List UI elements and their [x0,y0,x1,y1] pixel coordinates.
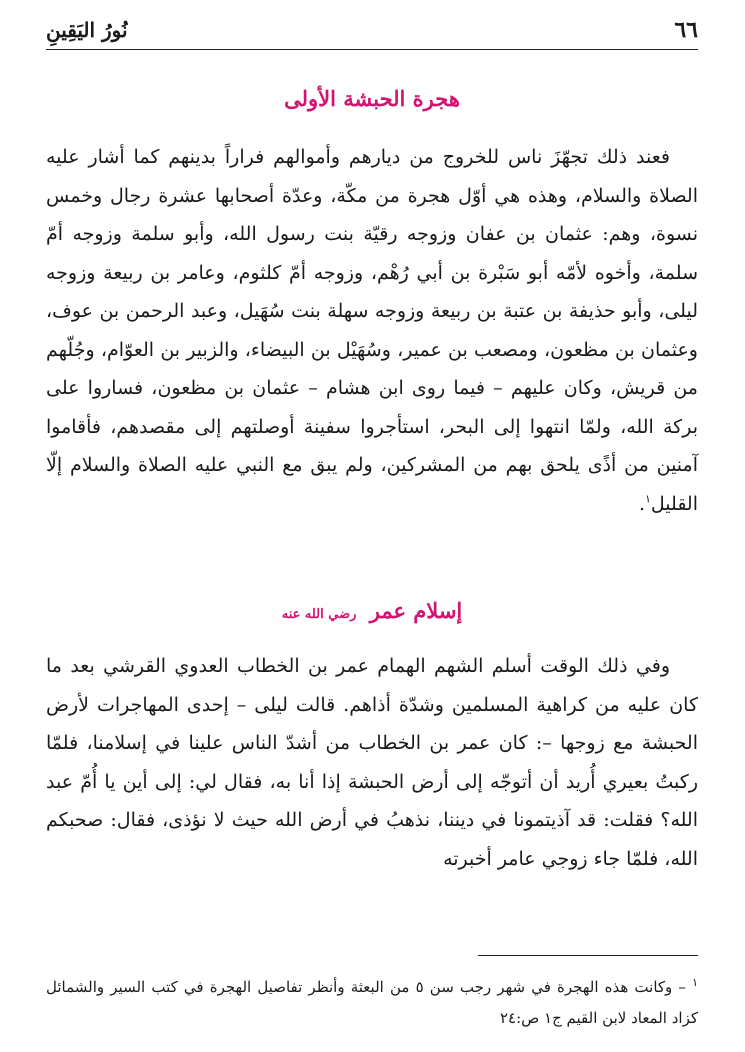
section-heading-umar-islam [46,598,698,623]
paragraph-end: . [638,492,645,515]
paragraph-first-migration [46,138,698,523]
document-page [46,0,698,1052]
page-number: ٦٦ [674,17,698,43]
footnote [46,972,698,1034]
footnote-marker: ١ [692,976,698,989]
footnote-divider [478,955,698,956]
section-heading-first-migration [46,86,698,111]
footnote-text: – وكانت هذه الهجرة في شهر رجب سن ٥ من البعثة وأنظر تفاصيل الهجرة في كتب السير والشمائل كزاد المعاد لابن القيم ج١ ص:٢٤ [46,978,698,1027]
book-title: نُورُ اليَقِينِ [46,18,128,42]
paragraph-text: فعند ذلك تجهّزَ ناس للخروج من ديارهم وأموالهم فراراً بدينهم كما أشار عليه الصلاة والسلام، وهذه هي أوّل هجرة من مكّة، وعدّة أصحابها عشرة رجال وخمس نسوة، وهم: عثمان بن عفان وزوجه رقيّة بنت رسول الله، وأبو سلمة وزوجه أمّ سلمة، وأخوه لأمّه أبو سَبْرة بن أبي رُهْم، وزوجه أمّ كلثوم، وعامر بن ربيعة وزوجه ليلى، وأبو حذيفة بن عتبة بن ربيعة وزوجه سهلة بنت سُهَيل، وعبد الرحمن بن عوف، وعثمان بن مظعون، ومصعب بن عمير، وسُهَيْل بن البيضاء، والزبير بن العوّام، وجُلّهم من قريش، وكان عليهم – فيما روى ابن هشام – عثمان بن مظعون، فساروا على بركة الله، ولمّا انتهوا إلى البحر، استأجروا سفينة أوصلتهم إلى مقصدهم، فأقاموا آمنين من أذًى يلحق بهم من المشركين، ولم يبق مع النبي عليه الصلاة والسلام إلّا القليل [46,146,698,515]
paragraph-umar-islam [46,647,698,878]
header-divider [46,49,698,50]
honorific-calligraphy: رضي الله عنه [281,607,357,622]
section-heading-text: إسلام عمر [369,598,463,623]
section-heading-text: هجرة الحبشة الأولى [284,86,460,111]
running-header [46,14,698,46]
footnote-reference[interactable]: ١ [644,492,651,506]
paragraph-text: وفي ذلك الوقت أسلم الشهم الهمام عمر بن الخطاب العدوي القرشي بعد ما كان عليه من كراهية المسلمين وشدّة أذاهم. قالت ليلى – إحدى المهاجرات لأرض الحبشة مع زوجها –: كان عمر بن الخطاب من أشدّ الناس علينا في إسلامنا، فلمّا ركبتُ بعيري أُريد أن أتوجّه إلى أرض الحبشة إذا أنا به، فقال لي: إلى أين يا أُمّ عبد الله؟ فقلت: قد آذيتمونا في ديننا، نذهبُ في أرض الله حيث لا نؤذى، فقال: صحبكم الله، فلمّا جاء زوجي عامر أخبرته [46,655,698,870]
